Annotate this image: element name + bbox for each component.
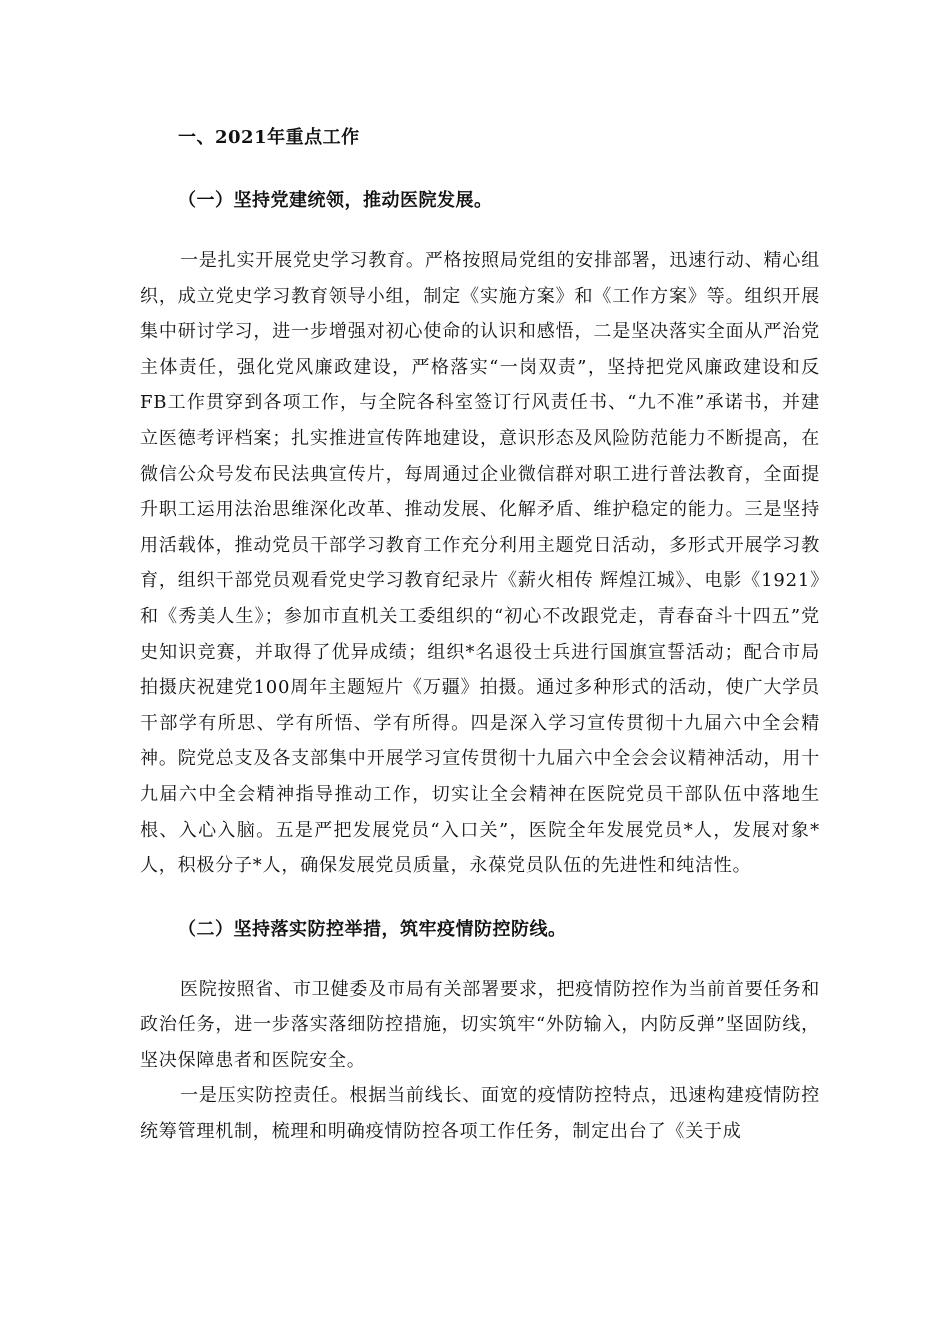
document-body [140, 118, 820, 1150]
heading-key-work-2021: 一、2021年重点工作 [178, 127, 360, 148]
section-1-title: （一）坚持党建统领，推动医院发展。 [178, 190, 493, 211]
section-2-paragraph-1: 医院按照省、市卫健委及市局有关部署要求，把疫情防控作为当前首要任务和政治任务，进一步落实落细防控措施，切实筑牢“外防输入，内防反弹”坚固防线，坚决保障患者和医院安全。 [140, 978, 820, 1071]
section-1-paragraph: 一是扎实开展党史学习教育。严格按照局党组的安排部署，迅速行动、精心组织，成立党史学习教育领导小组，制定《实施方案》和《工作方案》等。组织开展集中研讨学习，进一步增强对初心使命的认识和感悟，二是坚决落实全面从严治党主体责任，强化党风廉政建设，严格落实“一岗双责”，坚持把党风廉政建设和反FB工作贯穿到各项工作，与全院各科室签订行风责任书、“九不准”承诺书，并建立医德考评档案；扎实推进宣传阵地建设，意识形态及风险防范能力不断提高，在微信公众号发布民法典宣传片，每周通过企业微信群对职工进行普法教育，全面提升职工运用法治思维深化改革、推动发展、化解矛盾、维护稳定的能力。三是坚持用活载体，推动党员干部学习教育工作充分利用主题党日活动，多形式开展学习教育，组织干部党员观看党史学习教育纪录片《薪火相传 辉煌江城》、电影《1921》和《秀美人生》；参加市直机关工委组织的“初心不改跟党走，青春奋斗十四五”党史知识竞赛，并取得了优异成绩；组织*名退役士兵进行国旗宣誓活动；配合市局拍摄庆祝建党100周年主题短片《万疆》拍摄。通过多种形式的活动，使广大学员干部学有所思、学有所悟、学有所得。四是深入学习宣传贯彻十九届六中全会精神。院党总支及各支部集中开展学习宣传贯彻十九届六中全会会议精神活动，用十九届六中全会精神指导推动工作，切实让全会精神在医院党员干部队伍中落地生根、入心入脑。五是严把发展党员“入口关”，医院全年发展党员*人，发展对象*人，积极分子*人，确保发展党员质量，永葆党员队伍的先进性和纯洁性。 [140, 250, 820, 877]
section-2-paragraph-2: 一是压实防控责任。根据当前线长、面宽的疫情防控特点，迅速构建疫情防控统筹管理机制，梳理和明确疫情防控各项工作任务，制定出台了《关于成 [140, 1085, 820, 1143]
section-2-title: （二）坚持落实防控举措，筑牢疫情防控防线。 [178, 918, 567, 940]
